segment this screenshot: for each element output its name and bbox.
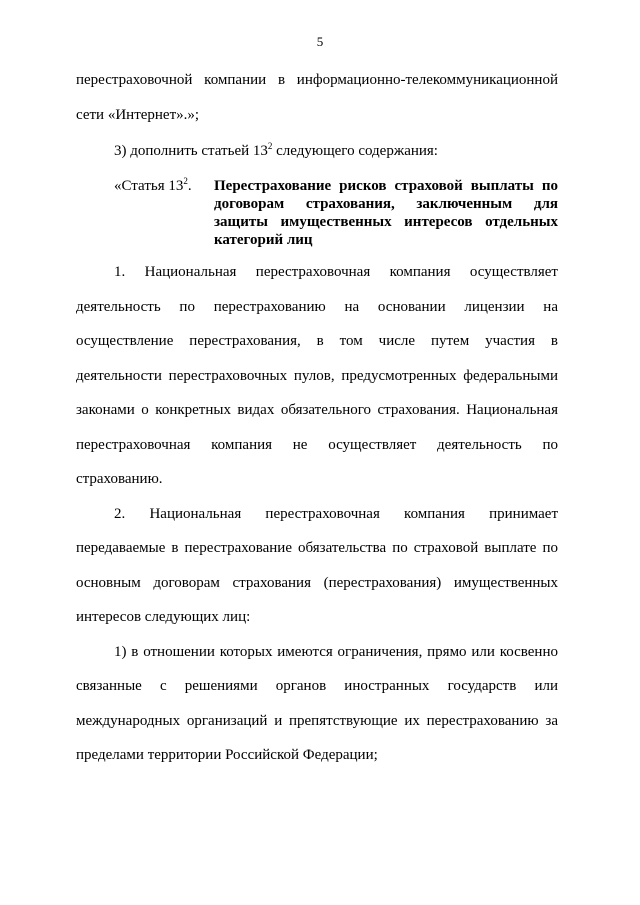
text-line: основным договорам страхования (перестрахования) имущественных	[76, 575, 558, 591]
article-label: «Статья $13^2$.	[114, 176, 192, 194]
text-line: связанные с решениями органов иностранных государств или	[76, 678, 558, 694]
page-number: 5	[316, 34, 324, 49]
text-line: перестраховочной компании в информационно-телекоммуникационной	[76, 72, 558, 88]
amendment-intro: 3) дополнить статьей $13^2$ следующего содержания:	[114, 141, 438, 159]
text-line: 2. Национальная перестраховочная компания принимает	[114, 506, 558, 522]
text-line: 1) в отношении которых имеются ограничения, прямо или косвенно	[114, 644, 558, 660]
text-line: пределами территории Российской Федерации;	[76, 747, 378, 763]
text-line: интересов следующих лиц:	[76, 609, 251, 625]
text-line: законами о конкретных видах обязательного страхования. Национальная	[76, 402, 558, 418]
text-line: сети «Интернет».»;	[76, 107, 200, 123]
text-line: деятельность по перестрахованию на основании лицензии на	[76, 299, 558, 315]
article-title	[214, 177, 558, 249]
text-line: перестраховочная компания не осуществляет деятельность по	[76, 437, 558, 453]
article-title-line: Перестрахование рисков страховой выплаты по	[214, 178, 558, 194]
text-line: международных организаций и препятствующие их перестрахованию за	[76, 713, 558, 729]
text-line: передаваемые в перестрахование обязательства по страховой выплате по	[76, 540, 558, 556]
article-title-line: договорам страхования, заключенным для	[214, 196, 558, 212]
text-line: деятельности перестраховочных пулов, предусмотренных федеральными	[76, 368, 558, 384]
text-line: 1. Национальная перестраховочная компания осуществляет	[114, 264, 558, 280]
article-title-line: защиты имущественных интересов отдельных	[214, 214, 558, 230]
article-title-line: категорий лиц	[214, 232, 313, 248]
text-line: осуществление перестрахования, в том числе путем участия в	[76, 333, 558, 349]
text-line: страхованию.	[76, 471, 163, 487]
